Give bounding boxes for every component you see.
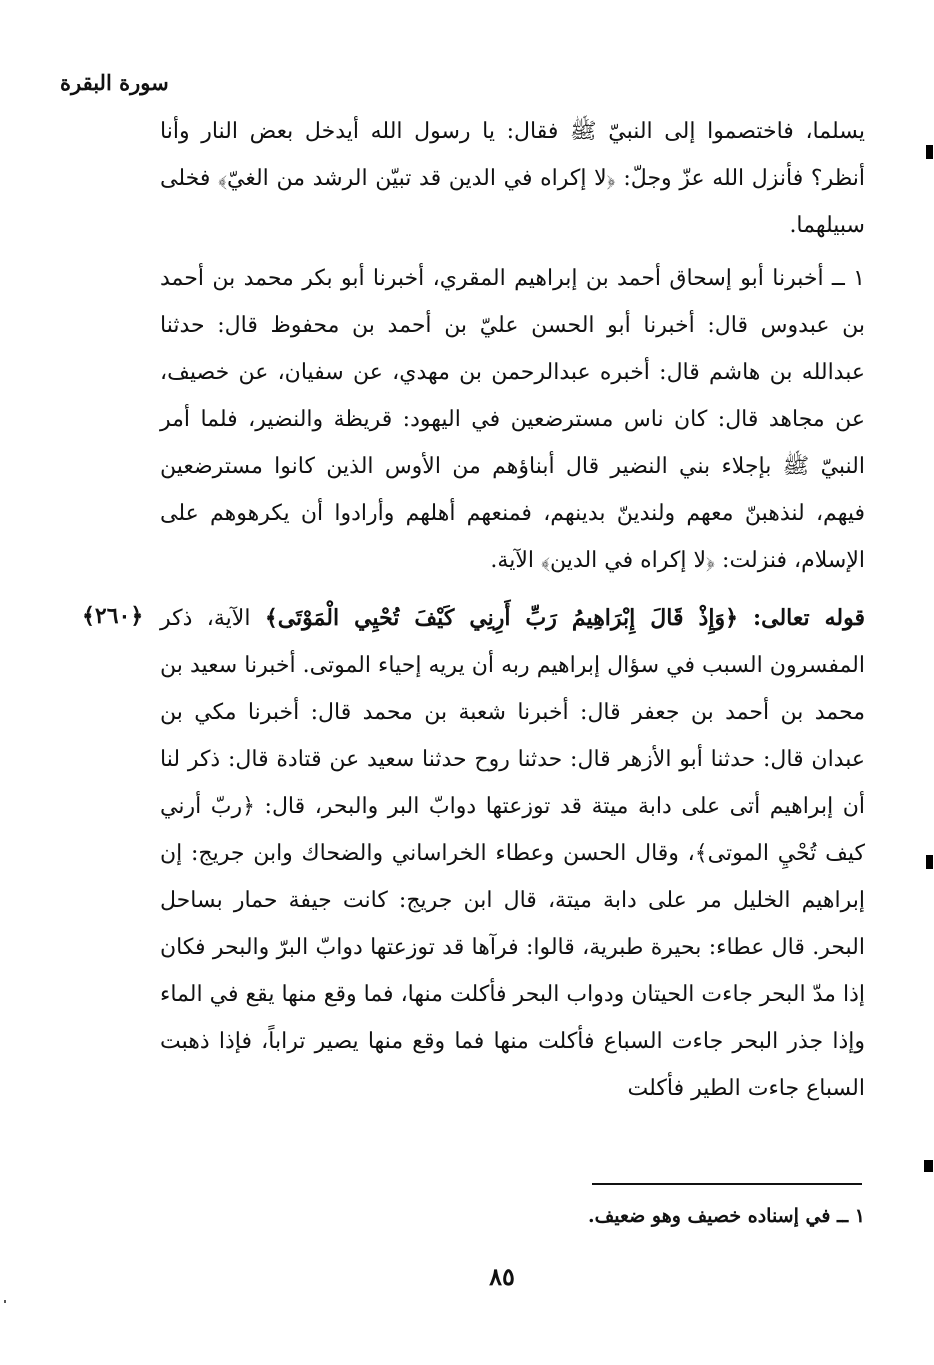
scan-speck [4, 1300, 6, 1303]
margin-mark [926, 855, 933, 869]
footnote: ١ ــ في إسناده خصيف وهو ضعيف. [587, 1205, 865, 1227]
commentary-text: الآية، ذكر المفسرون السبب في سؤال إبراهيم ربه أن يريه إحياء الموتى. أخبرنا سعيد بن محمد بن أحمد بن جعفر قال: أخبرنا شعبة بن محمد قال: أخبرنا مكي بن عبدان قال: حدثنا أبو الأزهر قال: حدثنا روح حدثنا سعيد عن قتادة قال: ذكر لنا أن إبراهيم أتى على دابة ميتة قد توزعتها دوابّ البر والبحر، قال: ﴿ربّ أرني كيف تُحْيِ الموتى﴾، وقال الحسن وعطاء الخراساني والضحاك وابن جريج: إن إبراهيم الخليل مر على دابة ميتة، قال ابن جريج: كانت جيفة حمار بساحل البحر. قال عطاء: بحيرة طبرية، قالوا: فرآها قد توزعتها دوابّ البرّ والبحر فكان إذا مدّ البحر جاءت الحيتان ودواب البحر فأكلت منها، فما وقع منها يقع في الماء وإذا جذر البحر جاءت السباع فأكلت منها فما وقع منها يصير تراباً، فإذا ذهبت السباع جاءت الطير فأكلت [160, 606, 866, 1101]
verse-commentary-paragraph [160, 595, 865, 1112]
paragraph-continuation: يسلما، فاختصموا إلى النبيّ ﷺ فقال: يا رسول الله أيدخل بعض النار وأنا أنظر؟ فأنزل الله عزّ وجلّ: ﴿لا إكراه في الدين قد تبيّن الرشد من الغيّ﴾ فخلى سبيلهما. [160, 119, 865, 238]
verse-quote: قوله تعالى: ﴿وَإِذْ قَالَ إِبْرَاهِيمُ رَبِّ أَرِنِي كَيْفَ تُحْيِي الْمَوْتَى﴾ [264, 605, 865, 631]
verse-number: ﴿٢٦٠﴾ [82, 603, 144, 629]
margin-mark [926, 145, 933, 159]
page-number: ٨٥ [489, 1262, 515, 1291]
footnote-divider [592, 1183, 862, 1185]
surah-title: سورة البقرة [60, 70, 169, 95]
margin-mark [924, 1160, 933, 1172]
hadith-paragraph-1: ١ ــ أخبرنا أبو إسحاق أحمد بن إبراهيم المقري، أخبرنا أبو بكر محمد بن أحمد بن عبدوس قال: أخبرنا أبو الحسن عليّ بن أحمد بن محفوظ قال: حدثنا عبدالله بن هاشم قال: أخبره عبدالرحمن بن مهدي، عن سفيان، عن خصيف، عن مجاهد قال: كان ناس مسترضعين في اليهود: قريظة والنضير، فلما أمر النبيّ ﷺ بإجلاء بني النضير قال أبناؤهم من الأوس الذين كانوا مسترضعين فيهم، لنذهبنّ معهم ولندينّ بدينهم، فمنعهم أهلهم وأرادوا أن يكرهوهم على الإسلام، فنزلت: ﴿لا إكراه في الدين﴾ الآية. [160, 266, 865, 573]
